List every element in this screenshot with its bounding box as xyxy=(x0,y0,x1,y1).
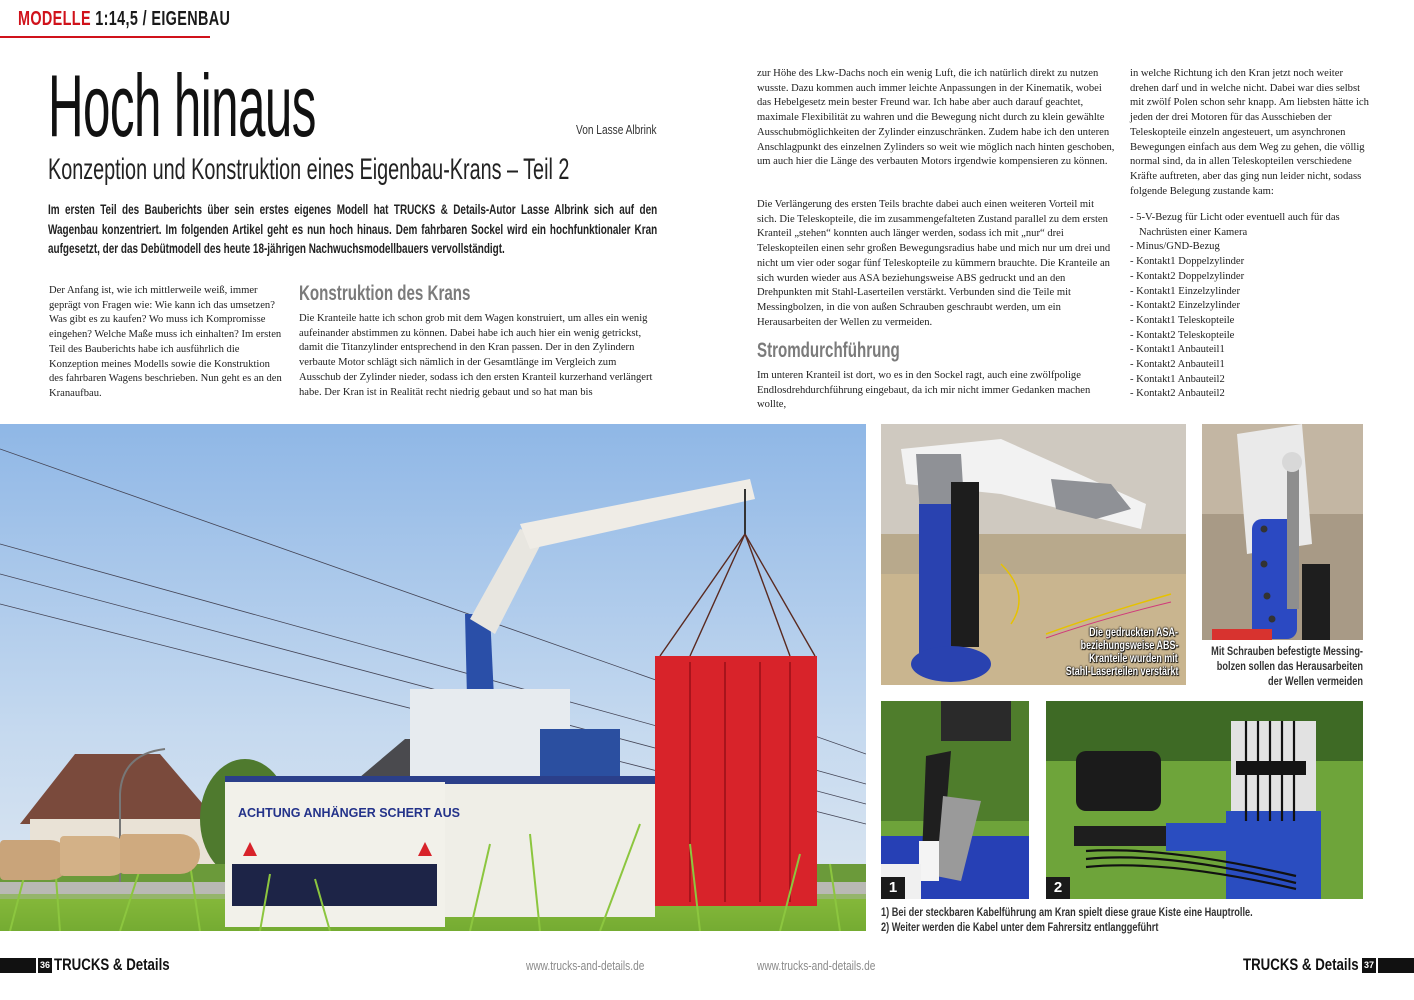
page-number-right: 37 xyxy=(1362,958,1376,973)
article-subtitle: Konzeption und Konstruktion eines Eigenbau-Krans – Teil 2 xyxy=(48,153,570,186)
trailer-sign: ACHTUNG ANHÄNGER SCHERT AUS xyxy=(238,806,460,820)
cardboard-tubes xyxy=(0,834,215,884)
figure-1-2-caption xyxy=(881,906,1346,936)
website-url-right[interactable]: www.trucks-and-details.de xyxy=(757,958,876,973)
photo-driver-seat-cables xyxy=(1046,701,1363,899)
caption-line: 2) Weiter werden die Kabel unter dem Fahrersitz entlanggeführt xyxy=(881,922,1159,934)
photo-crane-truck xyxy=(0,424,866,931)
body-column-3-p3: Im unteren Kranteil ist dort, wo es in den Sockel ragt, auch eine zwölfpolige Endlosdrehdurchführung eingebaut, da ich mir nicht immer Gedanken machen wollte, xyxy=(757,370,1091,411)
arm-photo-caption xyxy=(1034,627,1178,679)
photo-crane-arm xyxy=(881,424,1186,685)
list-item: - Kontakt2 Doppelzylinder xyxy=(1130,270,1245,282)
category-label: 1:14,5 / EIGENBAU xyxy=(95,8,231,30)
footer-bar-left xyxy=(0,958,36,973)
section-label: MODELLE xyxy=(18,8,91,30)
list-item: - Minus/GND-Bezug xyxy=(1130,241,1220,253)
body-column-2: Die Kranteile hatte ich schon grob mit dem Wagen konstruiert, um alles ein wenig aufeinander abstimmen zu können. Dabei habe ich auch hier ein wenig getrickst, damit die Titanzylinder entsprechend in den Kran passen. Der in den Zylindern verbaute Motor schlägt sich nämlich in der Gesamtlänge im Vergleich zum Ausschub der Zylinder nieder, sodass ich den ersten Kranteil kurzerhand verlängert habe. Der Kran ist in Realität recht niedrig gebaut und so hat man bis xyxy=(299,313,653,398)
subheading-stromdurchfuehrung: Stromdurchführung xyxy=(757,339,900,362)
bolts-photo-caption xyxy=(1170,645,1363,690)
caption-line: beziehungsweise ABS- xyxy=(1080,640,1178,652)
caption-line: bolzen sollen das Herausarbeiten xyxy=(1216,661,1363,673)
list-item: - Kontakt2 Einzelzylinder xyxy=(1130,300,1241,312)
caption-line: Mit Schrauben befestigte Messing- xyxy=(1211,646,1363,658)
footer-bar-right xyxy=(1378,958,1414,973)
cable-box-illustration xyxy=(881,701,1029,899)
list-item: - Kontakt1 Anbauteil2 xyxy=(1130,373,1225,385)
pin-assignment-list xyxy=(1130,211,1370,402)
magazine-brand-left: TRUCKS & Details xyxy=(54,955,170,974)
photo-cable-box xyxy=(881,701,1029,899)
figure-badge-2: 2 xyxy=(1046,877,1070,899)
list-item: - 5-V-Bezug für Licht oder eventuell auch für das Nachrüsten einer Kamera xyxy=(1130,212,1340,238)
caption-line: Die gedruckten ASA- xyxy=(1089,627,1178,639)
list-item: - Kontakt1 Anbauteil1 xyxy=(1130,344,1225,356)
section-header xyxy=(0,6,231,38)
caption-line: der Wellen vermeiden xyxy=(1268,676,1363,688)
list-item: - Kontakt1 Einzelzylinder xyxy=(1130,285,1241,297)
subheading-konstruktion: Konstruktion des Krans xyxy=(299,282,471,305)
list-item: - Kontakt2 Anbauteil1 xyxy=(1130,359,1225,371)
website-url-left[interactable]: www.trucks-and-details.de xyxy=(526,958,645,973)
body-column-4: in welche Richtung ich den Kran jetzt noch weiter drehen darf und in welche nicht. Dabei war dies selbst mit zwölf Polen schon sehr knapp. Am liebsten hätte ich jeden der drei Motoren für das Ausschieben der Teleskopteile einzeln angesteuert, um asynchronen Bewegungen einfach aus dem Weg zu gehen, die völlig normal sind, da in allen Teleskopteilen verschiedene Kräfte auftreten, aber das ging nun leider nicht, sodass folgende Belegung zustande kam: xyxy=(1130,68,1369,197)
magazine-brand-right: TRUCKS & Details xyxy=(1243,955,1359,974)
body-column-1: Der Anfang ist, wie ich mittlerweile weiß, immer geprägt von Fragen wie: Wie kann ich das umsetzen? Was gibt es zu kaufen? Wo muss ich Kompromisse eingehen? Welche Maße muss ich einhalten? Im ersten Teil des Bauberichts habe ich ausführlich die Konzeption meines Modells sowie die Konstruktion des fahrbaren Wagens beschrieben. Nun geht es an den Kranaufbau. xyxy=(49,285,282,399)
caption-line: 1) Bei der steckbaren Kabelführung am Kran spielt diese graue Kiste eine Hauptrolle. xyxy=(881,907,1253,919)
caption-line: Stahl-Laserteilen verstärkt xyxy=(1065,666,1178,678)
brass-bolts-illustration xyxy=(1202,424,1363,640)
list-item: - Kontakt1 Doppelzylinder xyxy=(1130,256,1245,268)
caption-line: Kranteile wurden mit xyxy=(1089,653,1178,665)
body-column-3-p1: zur Höhe des Lkw-Dachs noch ein wenig Luft, die ich natürlich direkt zu nutzen wusste. Dazu kommen auch immer leichte Anpassungen in der Kinematik, wobei das Hebelgesetz mein bester Freund war. Ich habe aber auch darauf geachtet, maximale Flexibilität zu wahren und die Bewegung nicht durch zu klein gewählte Ausschubmöglichkeiten der Zylinder einzuschränken. Zudem habe ich den unteren Anschlagpunkt des einzelnen Zylinders so weit wie möglich nach hinten geschoben, um auch hier die Länge des verbauten Motors irgendwie kompensieren zu können. xyxy=(757,68,1115,168)
page-number-left: 36 xyxy=(38,958,52,973)
intro-lead: Im ersten Teil des Bauberichts über sein erstes eigenes Modell hat TRUCKS & Details-Autor Lasse Albrink sich auf den Wagenbau konzentriert. Im folgenden Artikel geht es nun hoch hinaus. Dem fahrbaren Sockel wird ein hochfunktionaler Kran aufgesetzt, der das Debütmodell des heute 18-jährigen Nachwuchsmodellbauers vervollständigt. xyxy=(48,201,658,256)
photo-brass-bolts xyxy=(1202,424,1363,640)
list-item: - Kontakt2 Anbauteil2 xyxy=(1130,388,1225,400)
list-item: - Kontakt2 Teleskopteile xyxy=(1130,329,1235,341)
byline: Von Lasse Albrink xyxy=(576,122,657,137)
figure-badge-1: 1 xyxy=(881,877,905,899)
driver-seat-illustration xyxy=(1046,701,1363,899)
article-title: Hoch hinaus xyxy=(48,56,316,155)
body-column-3-p2: Die Verlängerung des ersten Teils brachte dabei auch einen weiteren Vorteil mit sich. Die Teleskopteile, die im zusammengefalteten Zustand parallel zu dem ersten Kranteil „stehen“ konnten auch länger werden, sodass ich mit „nur“ drei Teleskopteilen einen sehr großen Bewegungsradius habe und mich nur um drei und nicht um vier oder sogar fünf Teleskopteile zu kümmern brauchte. Die Kranteile an sich wurden wieder aus ASA beziehungsweise ABS gedruckt und an den Drehpunkten mit Stahl-Laserteilen verstärkt. Verbunden sind die Teile mit Messingbolzen, in die von außen Schrauben geschraubt werden, um ein Herausarbeiten der Wellen zu vermeiden. xyxy=(757,199,1111,328)
list-item: - Kontakt1 Teleskopteile xyxy=(1130,314,1235,326)
